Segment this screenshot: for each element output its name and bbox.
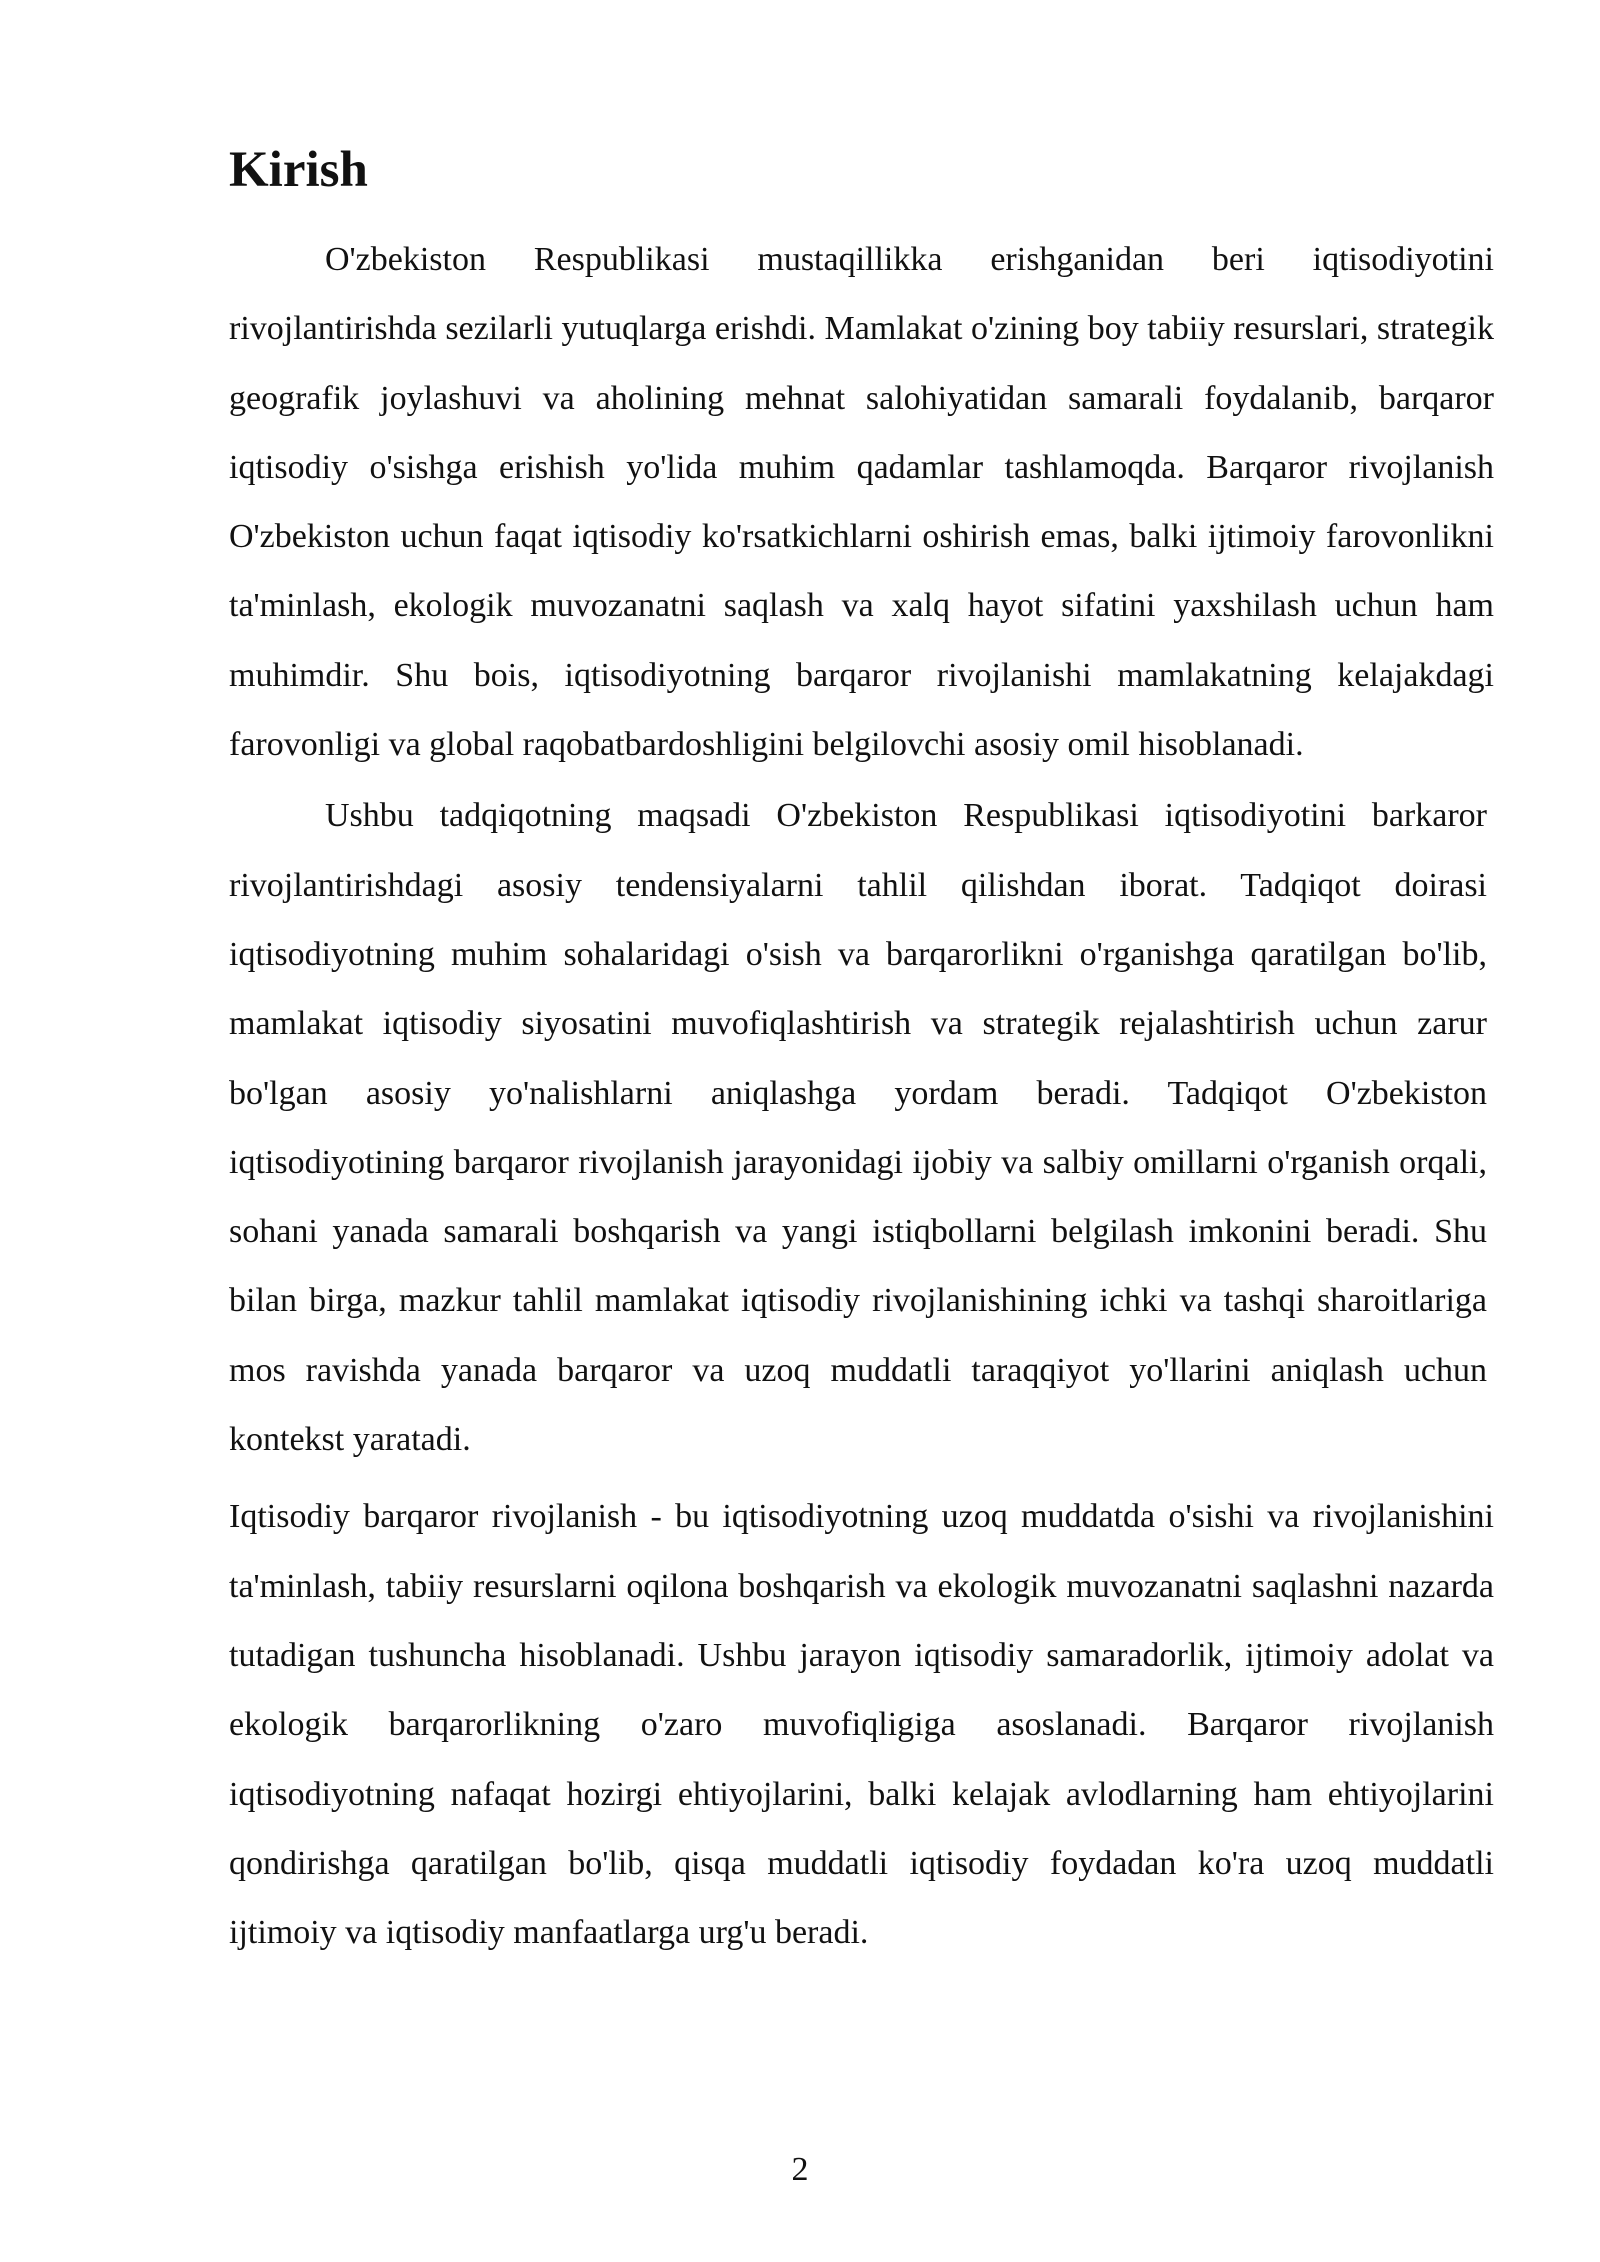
- section-title: Kirish: [229, 142, 368, 198]
- paragraph-introduction: O'zbekiston Respublikasi mustaqillikka erishganidan beri iqtisodiyotini rivojlantirishda sezilarli yutuqlarga erishdi. Mamlakat o'zining boy tabiiy resurslari, strategik geografik joylashuvi va aholining mehnat salohiyatidan samarali foydalanib, barqaror iqtisodiy o'sishga erishish yo'lida muhim qadamlar tashlamoqda. Barqaror rivojlanish O'zbekiston uchun faqat iqtisodiy ko'rsatkichlarni oshirish emas, balki ijtimoiy farovonlikni ta'minlash, ekologik muvozanatni saqlash va xalq hayot sifatini yaxshilash uchun ham muhimdir. Shu bois, iqtisodiyotning barqaror rivojlanishi mamlakatning kelajakdagi farovonligi va global raqobatbardoshligini belgilovchi asosiy omil hisoblanadi.: [229, 241, 1494, 764]
- paragraph-research-goal: Ushbu tadqiqotning maqsadi O'zbekiston Respublikasi iqtisodiyotini barkaror rivojlantirishdagi asosiy tendensiyalarni tahlil qilishdan iborat. Tadqiqot doirasi iqtisodiyotning muhim sohalaridagi o'sish va barqarorlikni o'rganishga qaratilgan bo'lib, mamlakat iqtisodiy siyosatini muvofiqlashtirish va strategik rejalashtirish uchun zarur bo'lgan asosiy yo'nalishlarni aniqlashga yordam beradi. Tadqiqot O'zbekiston iqtisodiyotining barqaror rivojlanish jarayonidagi ijobiy va salbiy omillarni o'rganish orqali, sohani yanada samarali boshqarish va yangi istiqbollarni belgilash imkonini beradi. Shu bilan birga, mazkur tahlil mamlakat iqtisodiy rivojlanishining ichki va tashqi sharoitlariga mos ravishda yanada barqaror va uzoq muddatli taraqqiyot yo'llarini aniqlash uchun kontekst yaratadi.: [229, 797, 1487, 1459]
- page-number: 2: [791, 2151, 809, 2188]
- paragraph-definition: Iqtisodiy barqaror rivojlanish - bu iqtisodiyotning uzoq muddatda o'sishi va rivojlanishini ta'minlash, tabiiy resurslarni oqilona boshqarish va ekologik muvozanatni saqlashni nazarda tutadigan tushuncha hisoblanadi. Ushbu jarayon iqtisodiy samaradorlik, ijtimoiy adolat va ekologik barqarorlikning o'zaro muvofiqligiga asoslanadi. Barqaror rivojlanish iqtisodiyotning nafaqat hozirgi ehtiyojlarini, balki kelajak avlodlarning ham ehtiyojlarini qondirishga qaratilgan bo'lib, qisqa muddatli iqtisodiy foydadan ko'ra uzoq muddatli ijtimoiy va iqtisodiy manfaatlarga urg'u beradi.: [229, 1498, 1494, 1952]
- document-page: [229, 140, 1494, 1967]
